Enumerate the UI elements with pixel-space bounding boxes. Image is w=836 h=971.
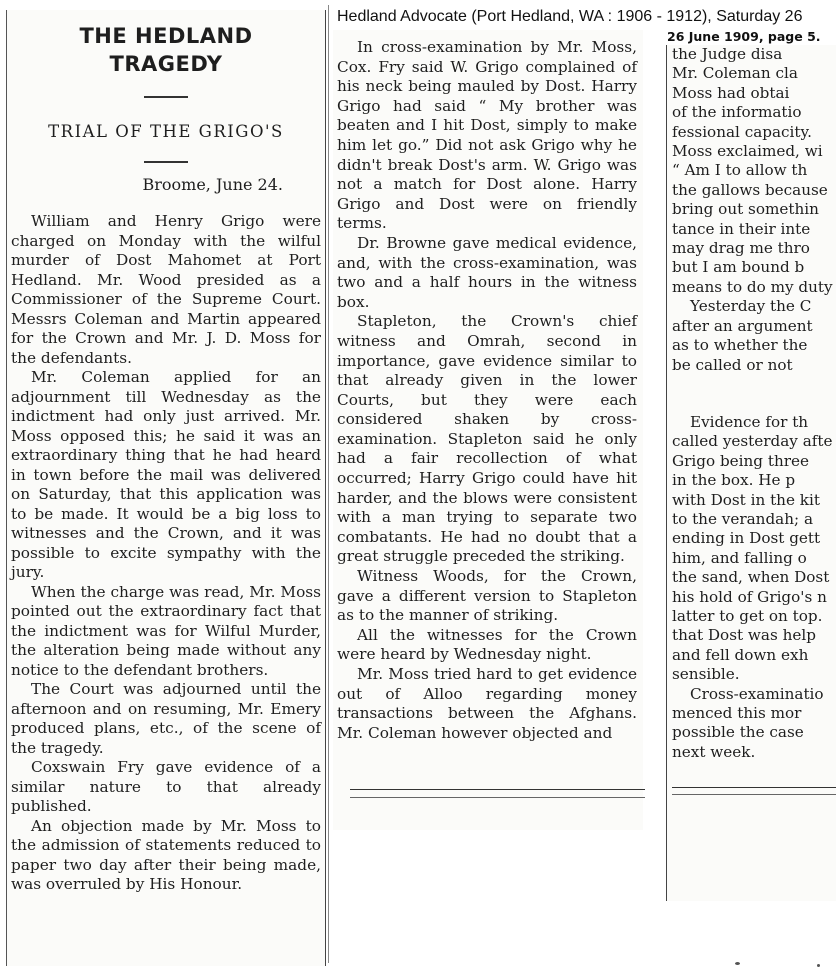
column-end-rule: [350, 797, 645, 798]
paragraph: Stapleton, the Crown's chief witness and Omrah, second in importance, gave evidence similar to that already given in the lower Courts, but they were each considered shaken by cross-examination. Stapleton said he only had a fair recollection of what occurred; Harry Grigo could have hit harder, and the blows were consistent with a man trying to separate two combatants. He had no doubt that a great struggle preceded the striking.: [337, 312, 637, 566]
paragraph: All the witnesses for the Crown were heard by Wednesday night.: [337, 625, 637, 664]
publication-date: 26 June 1909, page 5.: [667, 29, 821, 44]
paragraph: Mr. Coleman applied for an adjournment till Wednesday as the indictment had only just arrived. Mr. Moss opposed this; he said it was an extraordinary thing that he had heard in town before the mail was delivered on Saturday, that this application was to be made. It would be a big loss to witnesses and the Crown, and it was possible to excite sympathy with the jury.: [11, 368, 321, 581]
text-line: Mr. Coleman cla: [672, 64, 798, 83]
paragraph: Dr. Browne gave medical evidence, and, with the cross-examination, was two and a half hours in the witness box.: [337, 233, 637, 311]
paragraph: Witness Woods, for the Crown, gave a different version to Stapleton as to the manner of striking.: [337, 567, 637, 625]
text-line: but I am bound b: [672, 258, 805, 277]
paragraph: In cross-examination by Mr. Moss, Cox. Fry said W. Grigo complained of his neck being mauled by Dost. Harry Grigo had said “ My brother was beaten and I hit Dost, simply to make him let go.” Did not ask Grigo why he didn't break Dost's arm. W. Grigo was not a match for Dost alone. Harry Grigo and Dost were on friendly terms.: [337, 38, 637, 233]
text-line: with Dost in the kit: [672, 490, 820, 509]
text-line: to the verandah; a: [672, 509, 813, 528]
text-line: Moss had obtai: [672, 83, 790, 102]
text-line: the Judge disa: [672, 45, 783, 63]
text-line: Grigo being three: [672, 451, 809, 470]
text-line: menced this mor: [672, 704, 802, 722]
text-line: Yesterday the C: [690, 297, 812, 316]
article-column-3: [666, 45, 836, 901]
text-line: ending in Dost gett: [672, 529, 821, 548]
text-line: and fell down exh: [672, 645, 809, 664]
headline-line-1: THE HEDLAND: [79, 24, 253, 48]
scan-speck: [735, 962, 740, 965]
text-line: next week.: [672, 742, 756, 761]
text-line: fessional capacity.: [672, 122, 812, 141]
article-dateline: Broome, June 24.: [142, 175, 283, 194]
paragraph: Mr. Moss tried hard to get evidence out of Alloo regarding money transactions between the Afghans. Mr. Coleman however objected and: [337, 665, 637, 742]
text-line: the sand, when Dost: [672, 568, 830, 587]
scan-speck: [817, 964, 820, 967]
column-3-block-a: [667, 45, 836, 375]
text-line: as to whether the: [672, 336, 808, 355]
article-subhead: TRIAL OF THE GRIGO'S: [48, 122, 284, 141]
text-line: of the informatio: [672, 103, 802, 122]
text-line: Evidence for th: [690, 412, 809, 431]
column-end-rule: [672, 794, 836, 795]
text-line: his hold of Grigo's n: [672, 587, 827, 606]
column-separator-line: [328, 5, 329, 963]
article-column-1: [6, 10, 326, 966]
text-line: in the box. He p: [672, 471, 796, 490]
subhead-divider: [144, 161, 188, 163]
paragraph: The Court was adjourned until the afternoon and on resuming, Mr. Emery produced plans, etc., of the scene of the tragedy.: [11, 680, 321, 757]
text-line: after an argument: [672, 316, 813, 335]
text-line: the gallows because: [672, 180, 828, 199]
article-column-2: [333, 30, 643, 830]
text-line: “ Am I to allow th: [672, 161, 808, 180]
text-line: be called or not: [672, 355, 793, 374]
text-line: possible the case: [672, 723, 804, 742]
paragraph: An objection made by Mr. Moss to the admission of statements reduced to paper two day after their being made, was overruled by His Honour.: [11, 816, 321, 893]
text-line: Moss exclaimed, wi: [672, 142, 823, 161]
text-line: that Dost was help: [672, 626, 816, 645]
column-gap: [667, 375, 836, 413]
paragraph: When the charge was read, Mr. Moss pointed out the extraordinary fact that the indictment was for Wilful Murder, the alteration being made without any notice to the defendant brothers.: [11, 582, 321, 679]
text-line: him, and falling o: [672, 548, 807, 567]
text-line: latter to get on top.: [672, 606, 823, 625]
paragraph: Coxswain Fry gave evidence of a similar nature to that already published.: [11, 758, 321, 815]
text-line: may drag me thro: [672, 239, 810, 258]
headline-line-2: TRAGEDY: [109, 52, 223, 76]
text-line: bring out somethin: [672, 200, 819, 219]
column-3-block-b: [667, 413, 836, 762]
column-end-rule: [672, 787, 836, 788]
column-end-rule: [350, 789, 645, 790]
text-line: called yesterday afte: [672, 432, 833, 451]
source-citation: Hedland Advocate (Port Hedland, WA : 1906 - 1912), Saturday 26: [337, 8, 803, 25]
paragraph: William and Henry Grigo were charged on Monday with the wilful murder of Dost Mahomet at Port Hedland. Mr. Wood presided as a Commissioner of the Supreme Court. Messrs Coleman and Martin appeared for the Crown and Mr. J. D. Moss for the defendants.: [11, 212, 321, 367]
text-line: means to do my duty: [672, 277, 833, 296]
text-line: tance in their inte: [672, 219, 811, 238]
headline-divider: [144, 96, 188, 98]
text-line: sensible.: [672, 665, 740, 684]
text-line: Cross-examinatio: [690, 684, 824, 703]
